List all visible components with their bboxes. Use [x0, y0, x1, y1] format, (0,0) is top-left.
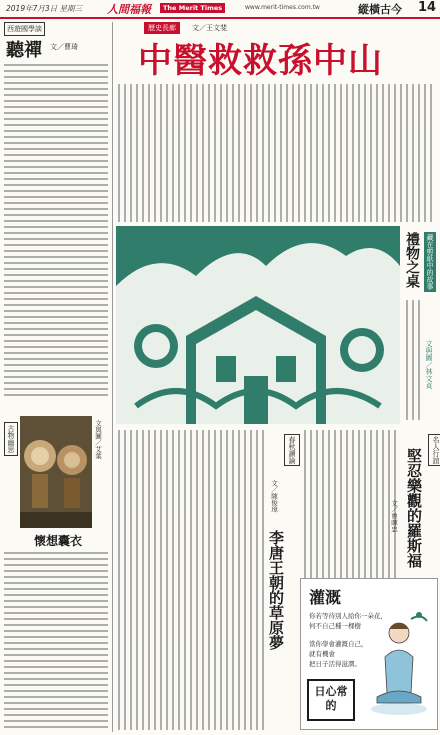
feature-continued-text	[116, 430, 264, 730]
daily-text-1: 你若等待別人給你一朵花，	[309, 612, 387, 620]
poem-byline: 文／陳俊璋	[270, 480, 278, 513]
article-antique	[4, 400, 108, 730]
daily-text-5: 把日子活得滋潤。	[309, 660, 361, 668]
fame-title: 堅忍樂觀的羅斯福	[405, 448, 423, 568]
article-listen-zen	[4, 22, 108, 397]
sachet-photo	[20, 416, 92, 528]
daily-box	[300, 578, 438, 730]
masthead-rule	[0, 17, 440, 19]
page-number: 14	[418, 0, 437, 15]
article-title: 懷想囊衣	[34, 534, 83, 548]
daily-label: 日心常的	[314, 685, 348, 712]
gift-tag: 藏在剪紙中的故事	[426, 234, 434, 290]
newspaper-logo-en: The Merit Times	[160, 3, 225, 13]
gift-byline: 文與圖／林文貞	[425, 340, 433, 389]
masthead	[0, 0, 440, 18]
fame-byline: 文／曾暉忠	[390, 500, 398, 533]
meditation-illustration	[367, 609, 431, 721]
newspaper-logo: 人間福報	[107, 3, 151, 16]
section-name: 縱橫古今	[358, 3, 402, 16]
feature-body-text	[116, 84, 436, 222]
issue-date: 2019年7月3日 星期三	[6, 4, 83, 13]
poem-tag: 春秋讀論	[284, 434, 300, 466]
gift-body-text	[404, 300, 422, 420]
papercut-image	[116, 226, 400, 424]
article-body-text	[4, 62, 108, 397]
daily-label-box	[307, 679, 355, 721]
section-tag-label: 歷史長廊	[144, 22, 180, 34]
fame-tag: 名人行誼	[428, 434, 440, 466]
daily-text-4: 就有機會	[309, 650, 335, 658]
site-url[interactable]: ww​w.merit-times.com.tw	[245, 4, 320, 11]
daily-text-2: 何不自己種一棵樹	[309, 622, 361, 630]
article-body-text	[4, 550, 108, 728]
column-tag: 西遊國學談	[4, 22, 45, 36]
gift-title: 禮物之桌	[404, 232, 420, 288]
byline: 文與圖／艾葉	[94, 420, 102, 459]
feature-headline: 中醫救救孫中山	[138, 41, 383, 81]
column-tag: 古物幽思	[4, 422, 18, 456]
daily-title: 灌溉	[309, 588, 342, 607]
column-divider	[112, 22, 113, 732]
feature-byline: 文／王文斐	[192, 24, 227, 32]
article-title: 聽禪	[6, 40, 42, 61]
byline: 文／曹琦	[50, 43, 78, 51]
daily-text-3: 當你學會灌溉自己，	[309, 640, 368, 648]
fame-body-text-top	[302, 430, 400, 590]
poem-title: 李唐王朝的草原夢	[267, 530, 285, 650]
